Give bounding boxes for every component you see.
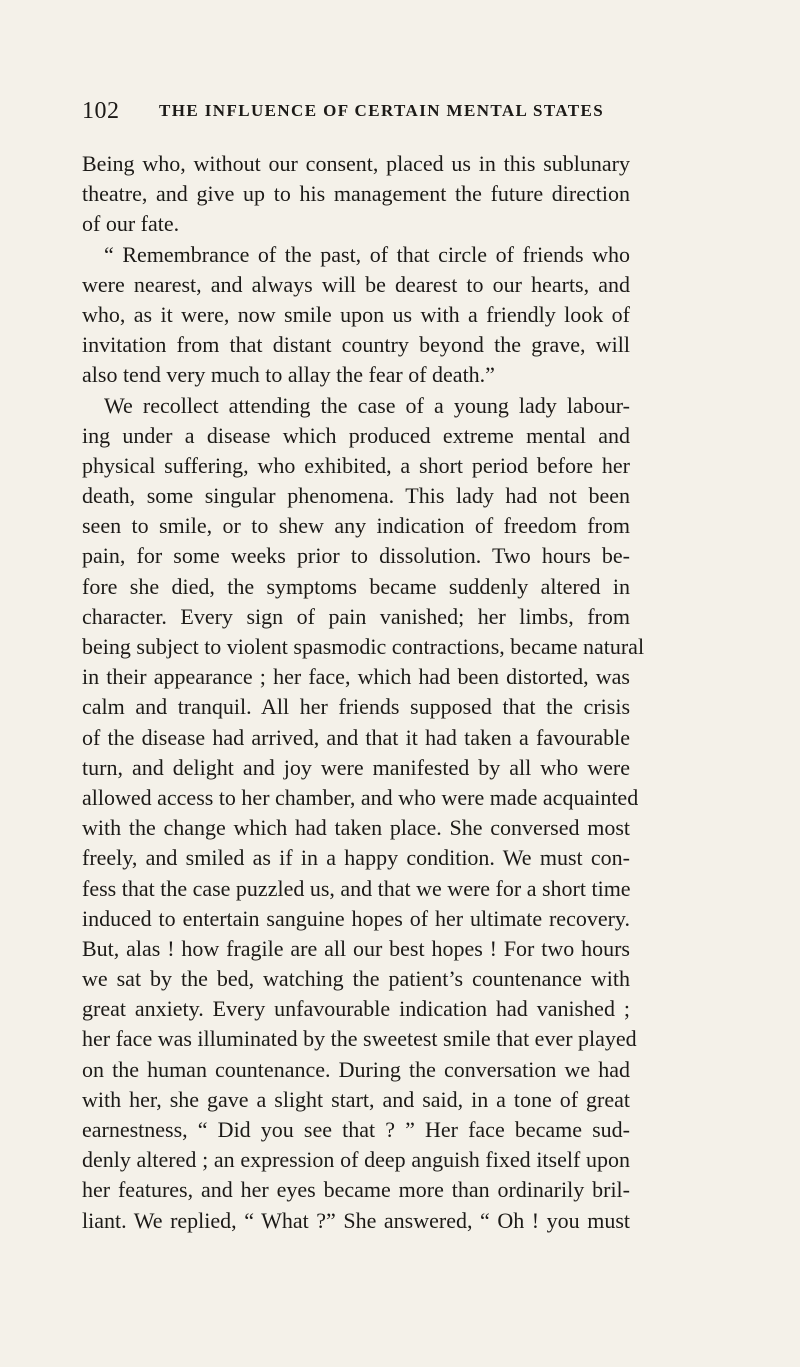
text-line: physical suffering, who exhibited, a short period before her xyxy=(82,452,630,478)
text-line: we sat by the bed, watching the patient’s countenance with xyxy=(82,966,630,992)
text-line: in their appearance ; her face, which had been distorted, was xyxy=(82,664,630,690)
text-line: also tend very much to allay the fear of death.” xyxy=(82,362,495,388)
text-line: liant. We replied, “ What ?” She answered, “ Oh ! you must xyxy=(82,1207,630,1233)
text-line: being subject to violent spasmodic contractions, became natural xyxy=(82,634,645,659)
text-line: theatre, and give up to his management the future direction xyxy=(82,181,630,207)
text-line: ing under a disease which produced extreme mental and xyxy=(82,422,630,448)
text-line: We recollect attending the case of a young lady labour- xyxy=(104,392,630,418)
text-line: calm and tranquil. All her friends supposed that the crisis xyxy=(82,694,630,720)
text-line: pain, for some weeks prior to dissolution. Two hours be- xyxy=(82,543,630,569)
text-line: allowed access to her chamber, and who were made acquainted xyxy=(82,784,639,810)
text-line: fore she died, the symptoms became suddenly altered in xyxy=(82,573,630,599)
text-line: who, as it were, now smile upon us with a friendly look of xyxy=(82,301,630,327)
text-line: denly altered ; an expression of deep anguish fixed itself upon xyxy=(82,1147,630,1173)
text-line: her face was illuminated by the sweetest smile that ever played xyxy=(82,1026,637,1052)
text-line: of the disease had arrived, and that it had taken a favourable xyxy=(82,724,630,750)
text-line: freely, and smiled as if in a happy condition. We must con- xyxy=(82,845,630,871)
text-line: seen to smile, or to shew any indication of freedom from xyxy=(82,513,630,539)
text-line: character. Every sign of pain vanished; her limbs, from xyxy=(82,603,630,629)
text-line: death, some singular phenomena. This lady had not been xyxy=(82,483,630,509)
running-head: THE INFLUENCE OF CERTAIN MENTAL STATES xyxy=(159,101,605,120)
text-line: her features, and her eyes became more than ordinarily bril- xyxy=(82,1177,630,1203)
text-line: on the human countenance. During the conversation we had xyxy=(82,1056,630,1082)
text-line: great anxiety. Every unfavourable indication had vanished ; xyxy=(82,996,630,1022)
text-line: with her, she gave a slight start, and said, in a tone of great xyxy=(82,1086,630,1112)
text-line: But, alas ! how fragile are all our best hopes ! For two hours xyxy=(82,935,630,961)
text-line: “ Remembrance of the past, of that circle of friends who xyxy=(104,241,630,267)
text-line: turn, and delight and joy were manifested by all who were xyxy=(82,754,630,780)
page-header xyxy=(82,98,630,134)
text-line: earnestness, “ Did you see that ? ” Her face became sud- xyxy=(82,1117,630,1142)
text-line: of our fate. xyxy=(82,211,180,237)
text-line: invitation from that distant country beyond the grave, will xyxy=(82,332,630,358)
page-number: 102 xyxy=(82,98,120,124)
text-line: Being who, without our consent, placed us in this sublunary xyxy=(82,151,630,176)
text-line: induced to entertain sanguine hopes of her ultimate recovery. xyxy=(82,905,630,931)
text-line: were nearest, and always will be dearest to our hearts, and xyxy=(82,271,630,297)
body-text xyxy=(82,149,645,1236)
text-line: with the change which had taken place. She conversed most xyxy=(82,815,630,841)
text-line: fess that the case puzzled us, and that we were for a short time xyxy=(82,875,631,901)
